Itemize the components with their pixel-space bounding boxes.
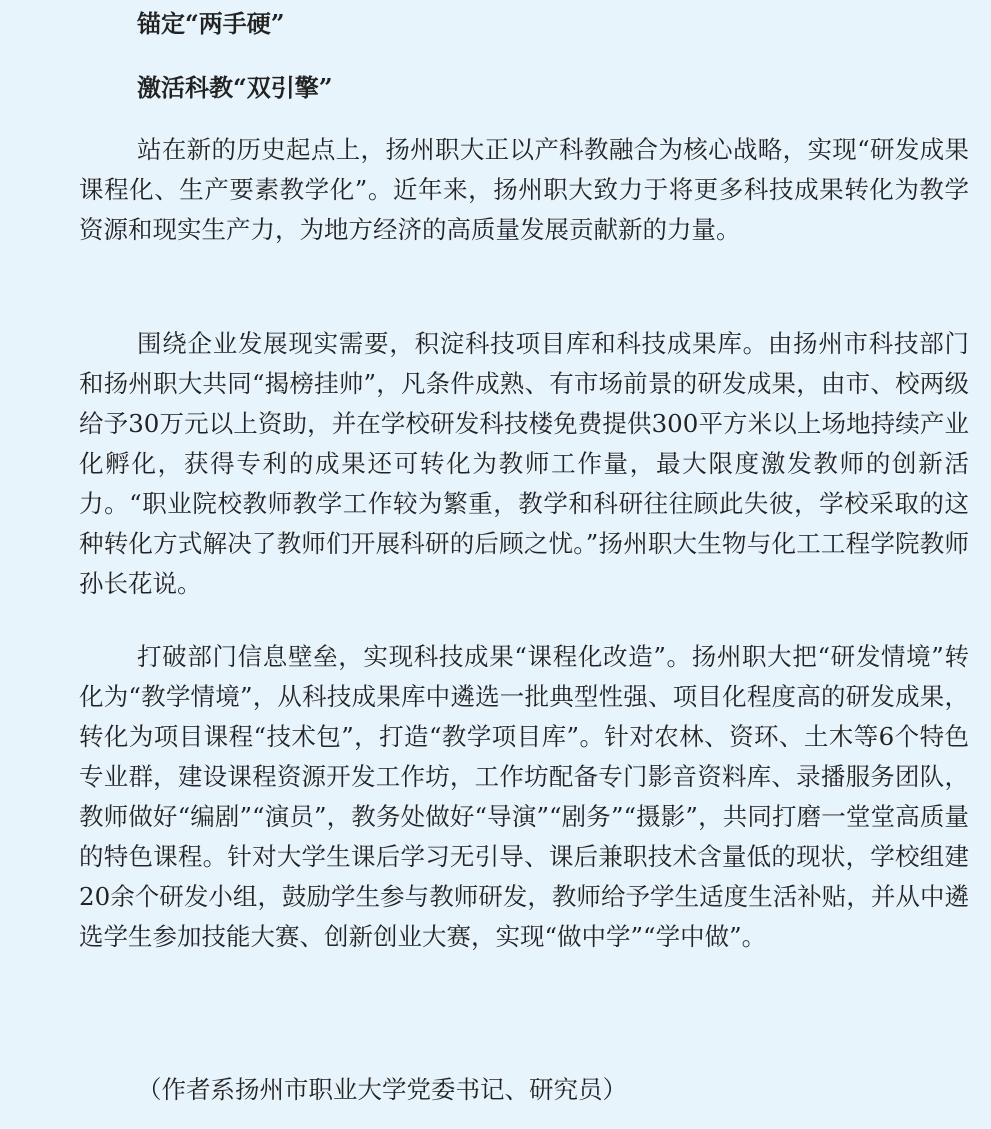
section-heading-1: 锚定“两手硬” bbox=[137, 9, 285, 38]
paragraph-3: 打破部门信息壁垒，实现科技成果“课程化改造”。扬州职大把“研发情境”转化为“教学情境”，从科技成果库中遴选一批典型性强、项目化程度高的研发成果，转化为项目课程“技术包”，打造“教学项目库”。针对农林、资环、土木等6个特色专业群，建设课程资源开发工作坊，工作坊配备专门影音资料库、录播服务团队，教师做好“编剧”“演员”，教务处做好“导演”“剧务”“摄影”，共同打磨一堂堂高质量的特色课程。针对大学生课后学习无引导、课后兼职技术含量低的现状，学校组建20余个研发小组，鼓励学生参与教师研发，教师给予学生适度生活补贴，并从中遴选学生参加技能大赛、创新创业大赛，实现“做中学”“学中做”。 bbox=[79, 642, 969, 951]
paragraph-1: 站在新的历史起点上，扬州职大正以产科教融合为核心战略，实现“研发成果课程化、生产要素教学化”。近年来，扬州职大致力于将更多科技成果转化为教学资源和现实生产力，为地方经济的高质量发展贡献新的力量。 bbox=[79, 135, 969, 244]
author-byline: （作者系扬州市职业大学党委书记、研究员） bbox=[137, 1075, 627, 1104]
section-heading-2: 激活科教“双引擎” bbox=[137, 73, 333, 102]
paragraph-2: 围绕企业发展现实需要，积淀科技项目库和科技成果库。由扬州市科技部门和扬州职大共同“揭榜挂帅”，凡条件成熟、有市场前景的研发成果，由市、校两级给予30万元以上资助，并在学校研发科技楼免费提供300平方米以上场地持续产业化孵化，获得专利的成果还可转化为教师工作量，最大限度激发教师的创新活力。“职业院校教师教学工作较为繁重，教学和科研往往顾此失彼，学校采取的这种转化方式解决了教师们开展科研的后顾之忧。”扬州职大生物与化工工程学院教师孙长花说。 bbox=[79, 329, 969, 598]
